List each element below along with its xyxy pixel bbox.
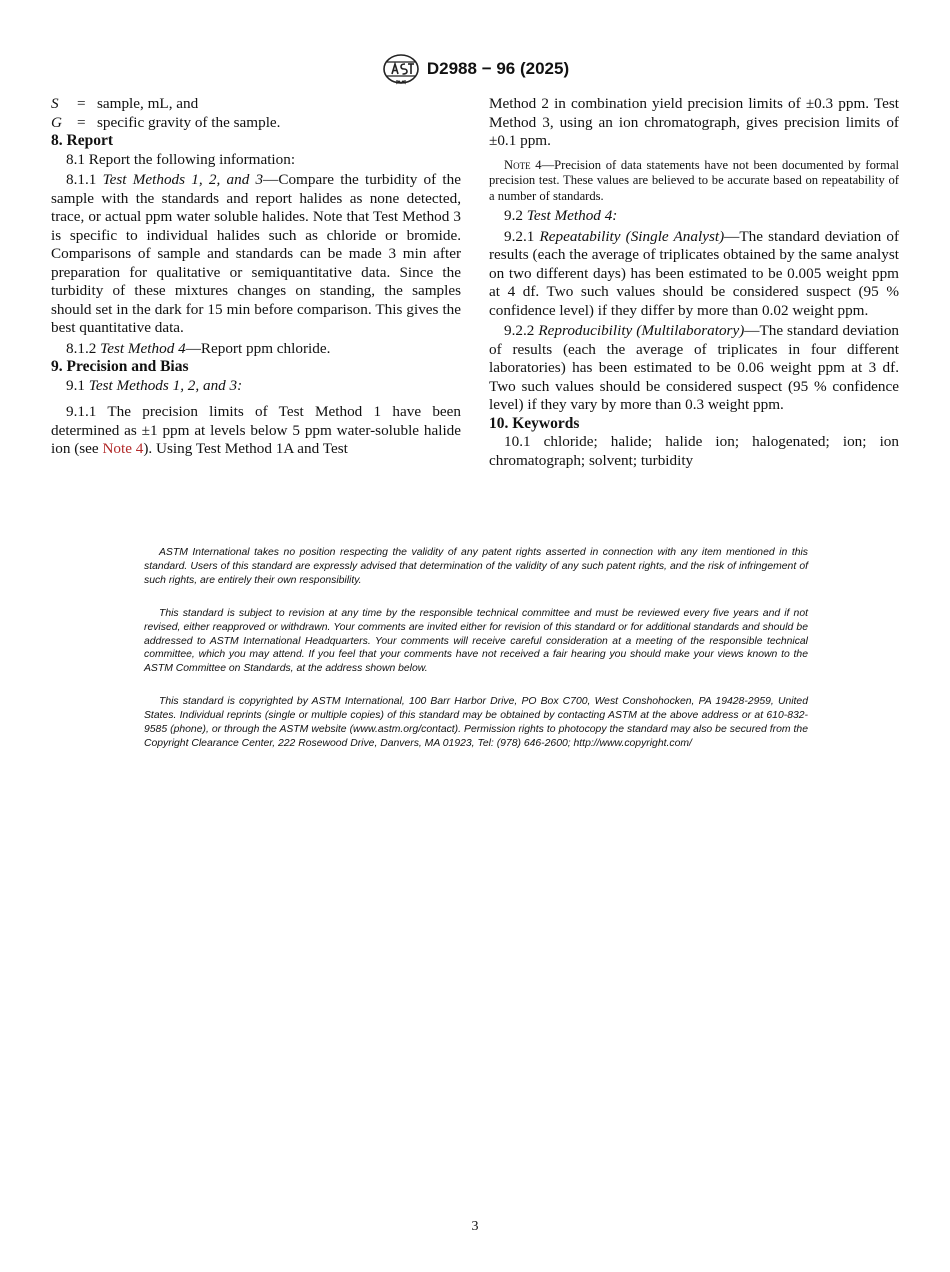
paragraph-text: —Compare the turbidity of the sample with the standards and report halides as none detected, trace, or actual ppm water soluble halides. Note that Test Method 3 is specific to individual halides such as chloride or bromide. Comparisons of sample and standards can be made 3 min after preparation for qualitative or semiquantitative data. Since the turbidity of these mixtures changes on standing, the samples should set in the dark for 15 min before comparison. This gives the best quantitative data. — [51, 171, 461, 336]
variable-definition — [51, 95, 461, 114]
paragraph-number: 9.2.1 — [504, 227, 540, 245]
disclaimers — [144, 546, 808, 770]
paragraph-9-2 — [489, 207, 899, 226]
revision-disclaimer: This standard is subject to revision at any time by the responsible technical committee and must be reviewed every five years and if not revised, either reapproved or withdrawn. Your comments are invited either for revision of this standard or for additional standards and should be addressed to ASTM International Headquarters. Your comments will receive careful consideration at a meeting of the responsible technical committee, which you may attend. If you feel that your comments have not received a fair hearing you should make your views known to the ASTM Committee on Standards, at the address shown below. — [144, 607, 808, 675]
paragraph-9-1 — [51, 377, 461, 396]
copyright-disclaimer: This standard is copyrighted by ASTM International, 100 Barr Harbor Drive, PO Box C700, West Conshohocken, PA 19428-2959, United States. Individual reprints (single or multiple copies) of this standard may be obtained by contacting ASTM at the above address or at 610-832-9585 (phone), or through the ASTM website (www.astm.org/contact). Permission rights to photocopy the standard may also be secured from the Copyright Clearance Center, 222 Rosewood Drive, Danvers, MA 01923, Tel: (978) 646-2600; http://www.copyright.com/ — [144, 696, 808, 749]
paragraph-9-2-2 — [489, 322, 899, 415]
paragraph-title: Test Method 4 — [100, 339, 186, 357]
variable-text: sample, mL, and — [97, 95, 199, 112]
paragraph-number: 8.1.1 — [66, 171, 103, 188]
variable-equals: = — [77, 113, 86, 131]
paragraph-text: —Report ppm chloride. — [185, 339, 331, 357]
section-heading-keywords: 10. Keywords — [489, 414, 580, 432]
paragraph-8-1-2 — [51, 340, 461, 359]
paragraph-title: Test Method 4: — [526, 207, 618, 224]
note-label: Note 4 — [504, 157, 542, 172]
paragraph-number: 9.2.2 — [504, 322, 539, 339]
paragraph-number: 8.1.2 — [66, 339, 101, 357]
paragraph-9-2-1 — [489, 228, 899, 321]
paragraph-text: ). Using Test Method 1A and Test — [143, 440, 348, 457]
note-text: —Precision of data statements have not been documented by formal precision test. These values are believed to be accurate based on repeatability of a number of standards. — [489, 157, 899, 203]
paragraph-title: Repeatability (Single Analyst) — [539, 227, 725, 245]
paragraph-title: Reproducibility (Multilaboratory) — [538, 322, 745, 339]
left-column — [51, 95, 461, 459]
variable-text: specific gravity of the sample. — [97, 113, 281, 131]
right-column — [489, 95, 899, 470]
paragraph-number: 9.1 — [66, 376, 89, 394]
variable-equals: = — [77, 95, 86, 112]
paragraph-text: —The standard deviation of results (each the average of triplicates obtained by the same analyst on two different days) has been estimated to be 0.005 weight ppm at 4 df. Two such values should be considered suspect (95 % confidence level) if they differ by more than 0.02 weight ppm. — [489, 227, 900, 319]
section-heading-report: 8. Report — [51, 132, 113, 149]
paragraph-title: Test Methods 1, 2, and 3: — [88, 376, 243, 394]
paragraph-9-1-1-continued: Method 2 in combination yield precision limits of ±0.3 ppm. Test Method 3, using an ion chromatograph, gives precision limits of ±0.1 ppm. — [489, 95, 899, 149]
paragraph-8-1-1 — [51, 171, 461, 338]
paragraph-title: Test Methods 1, 2, and 3 — [102, 171, 264, 188]
section-heading-precision: 9. Precision and Bias — [51, 358, 189, 375]
page-number: 3 — [471, 1219, 479, 1234]
variable-symbol: G — [51, 113, 62, 131]
note-4 — [489, 158, 899, 205]
paragraph-text: —The standard deviation of results (each the average of triplicates in four different laboratories) has been estimated to be 0.06 weight ppm at 3 df. Two such values should be considered suspect (95 % confidence level) if they vary by more than 0.3 weight ppm. — [489, 322, 900, 413]
variable-symbol: S — [51, 95, 59, 112]
patent-disclaimer: ASTM International takes no position respecting the validity of any patent rights asserted in connection with any item mentioned in this standard. Users of this standard are expressly advised that determination of the validity of any such patent rights, and the risk of infringement of such rights, are entirely their own responsibility. — [144, 547, 808, 586]
page-header — [0, 52, 950, 86]
paragraph-8-1: 8.1 Report the following information: — [66, 150, 296, 168]
paragraph-10-1: 10.1 chloride; halide; halide ion; halogenated; ion; ion chromatograph; solvent; turbidity — [489, 433, 899, 469]
variable-definition — [51, 114, 461, 133]
note-4-link[interactable]: Note 4 — [102, 440, 144, 457]
astm-logo-icon — [381, 53, 421, 85]
paragraph-9-1-1 — [51, 403, 461, 459]
paragraph-text: 9.1.1 The precision limits of Test Method 1 have been determined as ±1 ppm at levels below 5 ppm water-soluble halide ion (see — [51, 403, 461, 457]
document-designation: D2988 − 96 (2025) — [426, 59, 570, 78]
paragraph-number: 9.2 — [504, 207, 527, 224]
